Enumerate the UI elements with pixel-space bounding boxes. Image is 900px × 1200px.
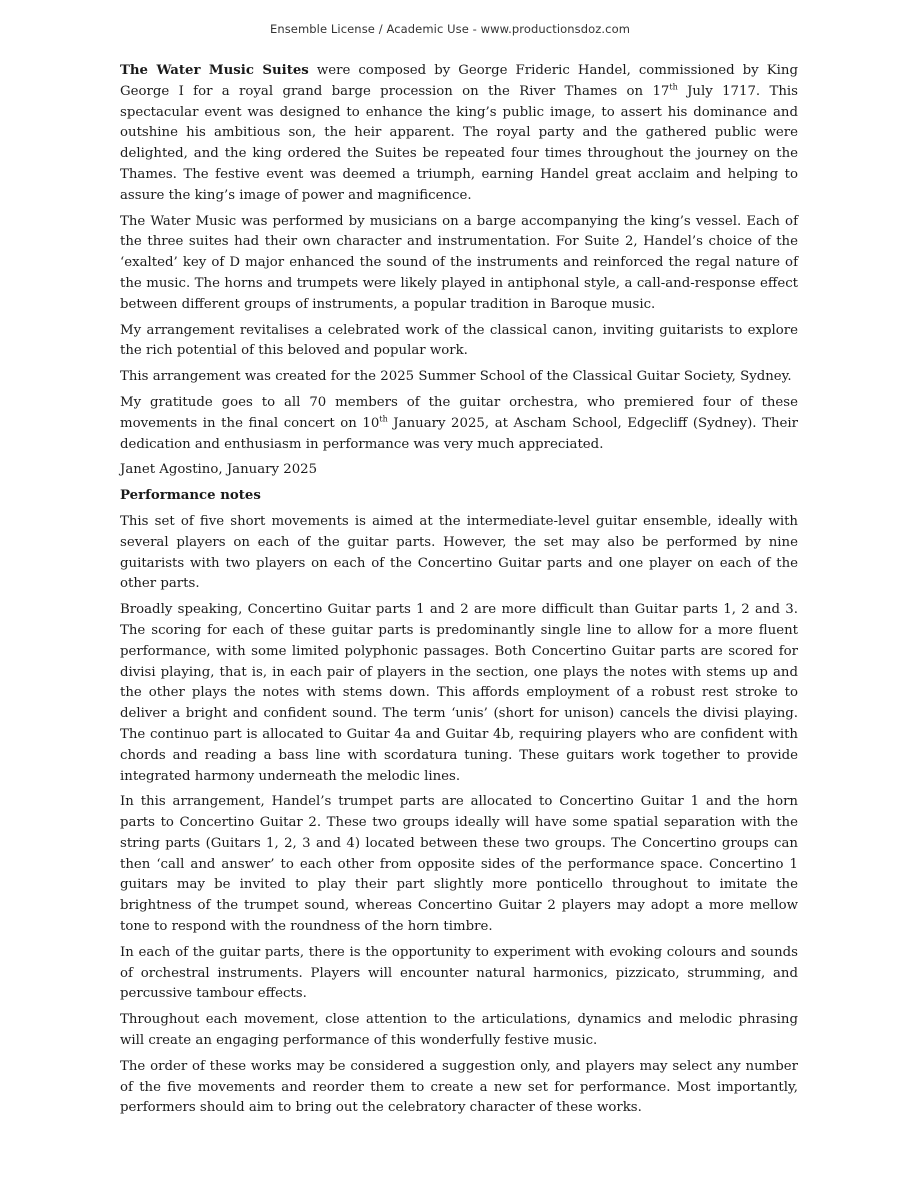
notes-paragraph: Throughout each movement, close attention to the articulations, dynamics and melodic phrasing will create an engaging performance of this wonderfully festive music. <box>120 1012 798 1049</box>
document-title: The Water Music Suites <box>120 63 309 78</box>
intro-paragraph-5 <box>120 393 798 455</box>
intro-paragraph-1-text-a: were composed by George Frideric Handel, commissioned by King George I for a royal grand barge procession on the River Thames on 17 <box>120 63 798 99</box>
license-header: Ensemble License / Academic Use - www.productionsdoz.com <box>269 22 631 36</box>
intro-paragraph-2: The Water Music was performed by musicians on a barge accompanying the king’s vessel. Each of the three suites had their own character and instrumentation. For Suite 2, Handel’s choice of the ‘exalted’ key of D major enhanced the sound of the instruments and reinforced the regal nature of the music. The horns and trumpets were likely played in antiphonal style, a call-and-response effect between different groups of instruments, a popular tradition in Baroque music. <box>120 213 798 312</box>
notes-paragraph: Broadly speaking, Concertino Guitar parts 1 and 2 are more difficult than Guitar parts 1, 2 and 3. The scoring for each of these guitar parts is predominantly single line to allow for a more fluent performance, with some limited polyphonic passages. Both Concertino Guitar parts are scored for divisi playing, that is, in each pair of players in the section, one plays the notes with stems up and the other plays the notes with stems down. This affords employment of a robust rest stroke to deliver a bright and confident sound. The term ‘unis’ (short for unison) cancels the divisi playing. The continuo part is allocated to Guitar 4a and Guitar 4b, requiring players who are confident with chords and reading a bass line with scordatura tuning. These guitars work together to provide integrated harmony underneath the melodic lines. <box>120 602 798 784</box>
intro-paragraph-1-text-b: July 1717. This spectacular event was designed to enhance the king’s public image, to assert his dominance and outshine his ambitious son, the heir apparent. The royal party and the gathered public were delighted, and the king ordered the Suites be repeated four times throughout the journey on the Thames. The festive event was deemed a triumph, earning Handel great acclaim and helping to assure the king’s image of power and magnificence. <box>120 83 799 203</box>
section-heading: Performance notes <box>120 488 261 504</box>
intro-paragraph-5-text-a: My gratitude goes to all 70 members of the guitar orchestra, who premiered four of these movements in the final concert on 10 <box>120 394 798 431</box>
ordinal-suffix: th <box>379 414 388 424</box>
ordinal-suffix: th <box>669 82 678 92</box>
notes-paragraph: This set of five short movements is aimed at the intermediate-level guitar ensemble, ideally with several players on each of the guitar parts. However, the set may also be performed by nine guitarists with two players on each of the Concertino Guitar parts and one player on each of the other parts. <box>120 513 798 592</box>
intro-paragraph-1 <box>120 61 798 207</box>
notes-paragraph: In each of the guitar parts, there is the opportunity to experiment with evoking colours and sounds of orchestral instruments. Players will encounter natural harmonics, pizzicato, strumming, and percussive tambour effects. <box>120 944 798 1002</box>
intro-paragraph-4: This arrangement was created for the 2025 Summer School of the Classical Guitar Society, Sydney. <box>120 369 792 385</box>
intro-paragraph-3: My arrangement revitalises a celebrated work of the classical canon, inviting guitarists to explore the rich potential of this beloved and popular work. <box>120 322 798 359</box>
notes-paragraph: In this arrangement, Handel’s trumpet parts are allocated to Concertino Guitar 1 and the horn parts to Concertino Guitar 2. These two groups ideally will have some spatial separation with the string parts (Guitars 1, 2, 3 and 4) located between these two groups. The Concertino groups can then ‘call and answer’ to each other from opposite sides of the performance space. Concertino 1 guitars may be invited to play their part slightly more ponticello throughout to imitate the brightness of the trumpet sound, whereas Concertino Guitar 2 players may adopt a more mellow tone to respond with the roundness of the horn timbre. <box>120 794 798 935</box>
intro-paragraph-5-text-b: January 2025, at Ascham School, Edgecliff (Sydney). Their dedication and enthusiasm in performance was very much appreciated. <box>120 415 798 452</box>
author-signature: Janet Agostino, January 2025 <box>120 462 318 478</box>
notes-paragraph: The order of these works may be considered a suggestion only, and players may select any number of the five movements and reorder them to create a new set for performance. Most importantly, performers should aim to bring out the celebratory character of these works. <box>120 1058 798 1116</box>
document-body <box>120 61 798 1124</box>
